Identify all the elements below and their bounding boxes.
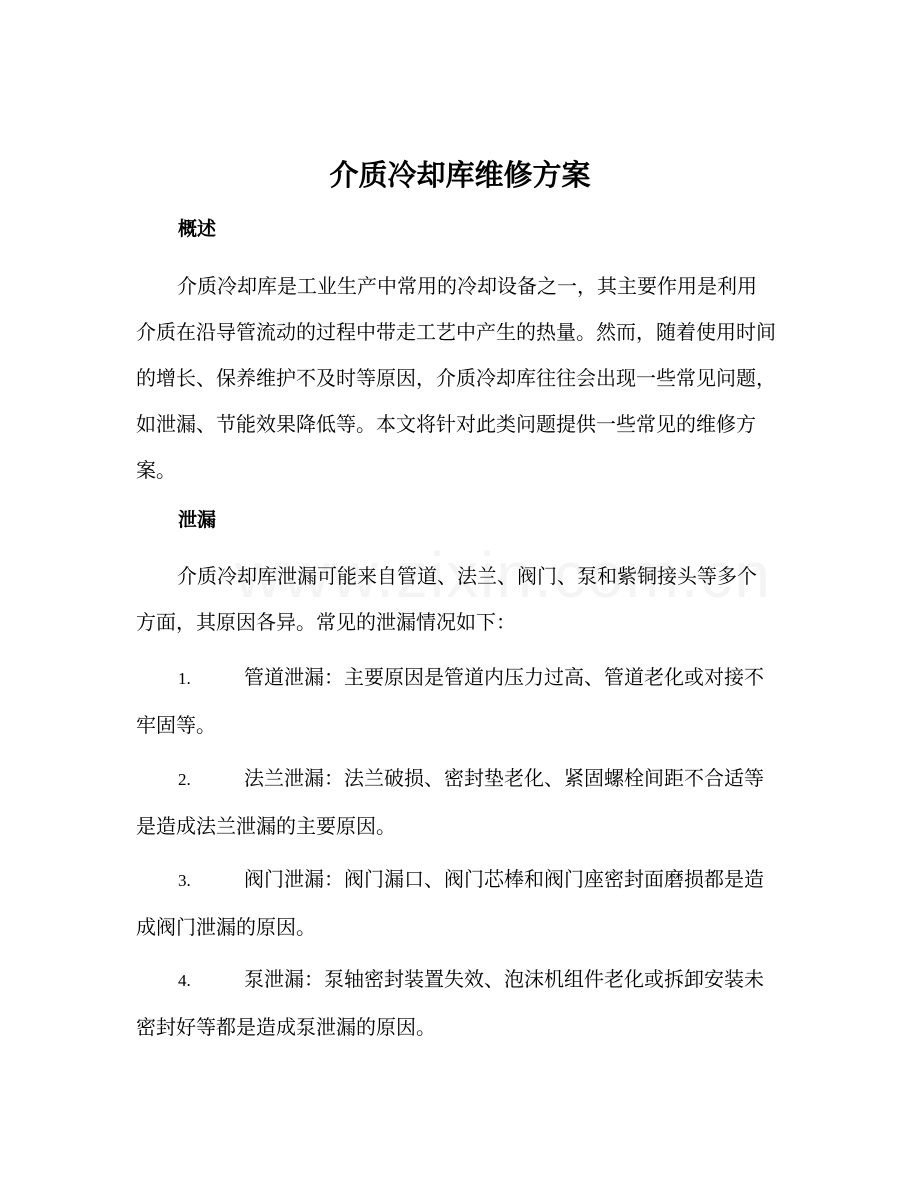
- list-item: [136, 654, 776, 748]
- section-heading-overview: 概述: [178, 218, 217, 240]
- list-item-text: 阀门泄漏：阀门漏口、阀门芯棒和阀门座密封面磨损都是造成阀门泄漏的原因。: [136, 867, 764, 939]
- list-item-text: 法兰泄漏：法兰破损、密封垫老化、紧固螺栓间距不合适等是造成法兰泄漏的主要原因。: [136, 766, 764, 838]
- overview-paragraph: 介质冷却库是工业生产中常用的冷却设备之一，其主要作用是利用介质在沿导管流动的过程中带走工艺中产生的热量。然而，随着使用时间的增长、保养维护不及时等原因，介质冷却库往往会出现一些常见问题，如泄漏、节能效果降低等。本文将针对此类问题提供一些常见的维修方案。: [136, 274, 776, 482]
- list-item: [136, 956, 776, 1050]
- leakage-intro-paragraph: 介质冷却库泄漏可能来自管道、法兰、阀门、泵和紫铜接头等多个方面，其原因各异。常见的泄漏情况如下：: [136, 564, 757, 634]
- list-item: [136, 755, 776, 849]
- section-heading-leakage: 泄漏: [178, 509, 217, 531]
- list-item-text: 泵泄漏：泵轴密封装置失效、泡沫机组件老化或拆卸安装未密封好等都是造成泵泄漏的原因。: [136, 967, 764, 1039]
- list-number: 2.: [178, 770, 191, 789]
- list-number: 4.: [178, 971, 191, 990]
- list-number: 3.: [178, 871, 191, 890]
- list-item-text: 管道泄漏：主要原因是管道内压力过高、管道老化或对接不牢固等。: [136, 665, 764, 737]
- document-title: 介质冷却库维修方案: [329, 158, 591, 192]
- list-item: [136, 856, 776, 950]
- list-number: 1.: [178, 669, 191, 688]
